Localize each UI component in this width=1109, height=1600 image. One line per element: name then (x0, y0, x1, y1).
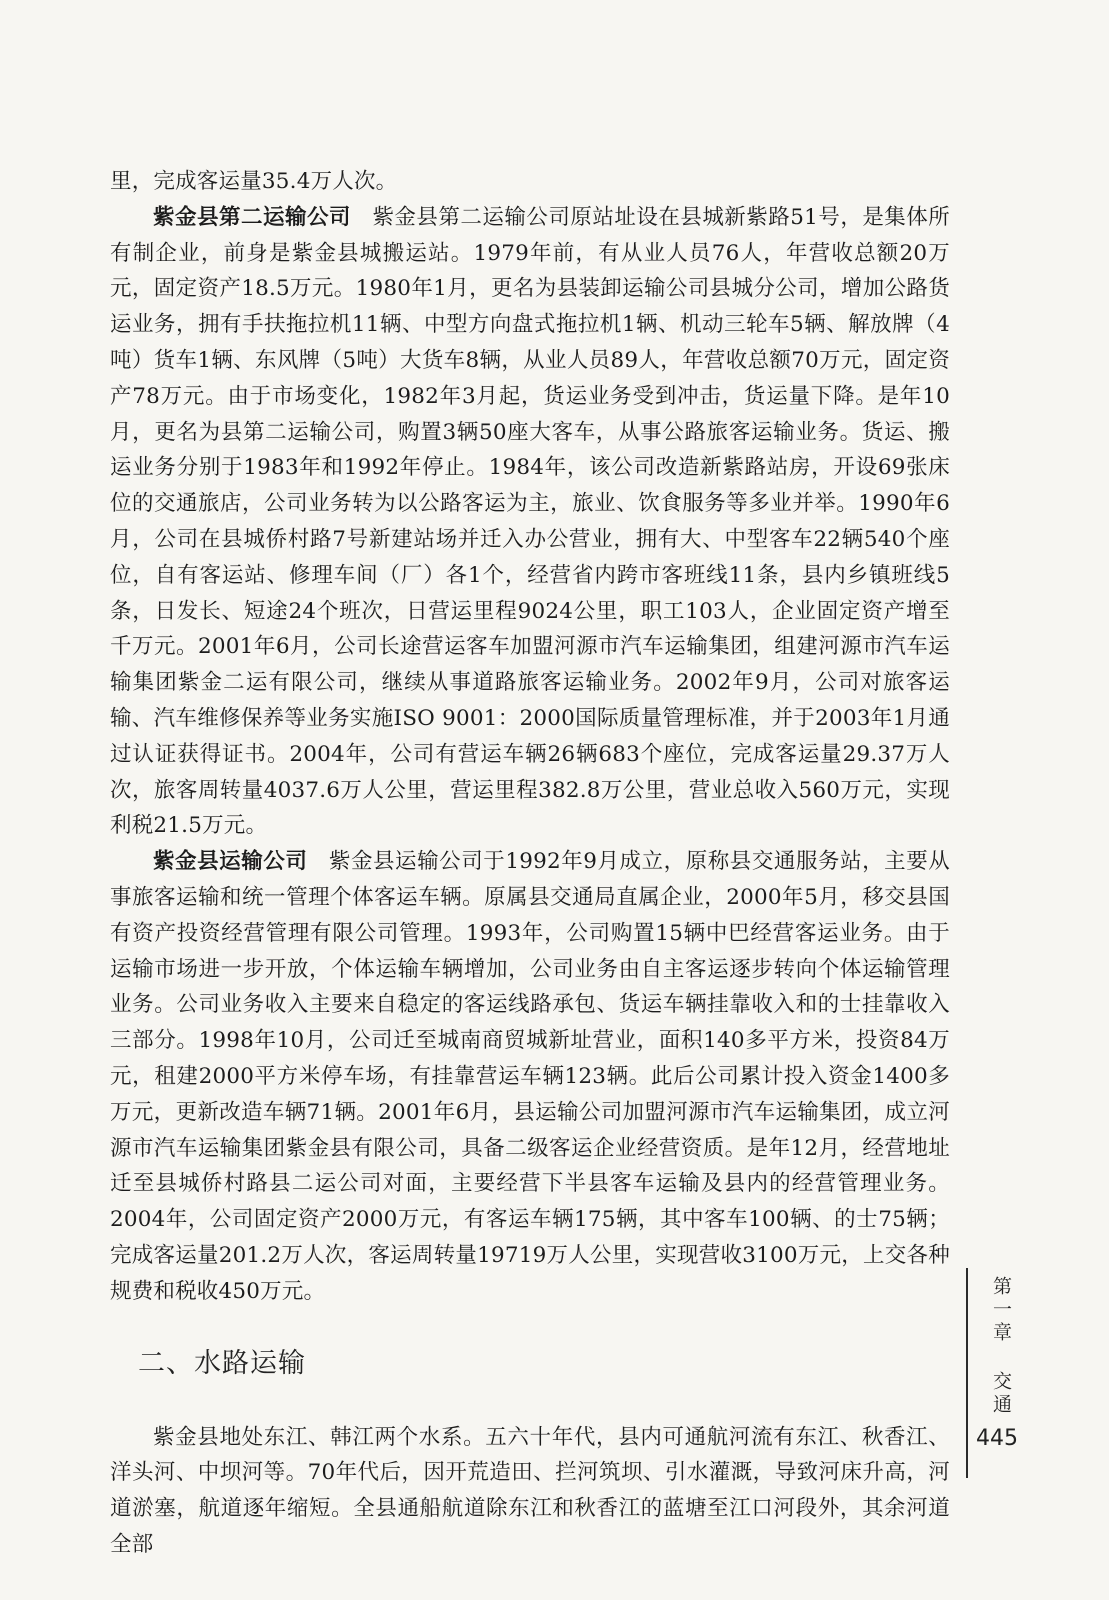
entry-text-second-transport-company: 紫金县第二运输公司原站址设在县城新紫路51号，是集体所有制企业，前身是紫金县城搬运站。1979年前，有从业人员76人，年营收总额20万元，固定资产18.5万元。1980年1月，更名为县装卸运输公司县城分公司，增加公路货运业务，拥有手扶拖拉机11辆、中型方向盘式拖拉机1辆、机动三轮车5辆、解放牌（4吨）货车1辆、东风牌（5吨）大货车8辆，从业人员89人，年营收总额70万元，固定资产78万元。由于市场变化，1982年3月起，货运业务受到冲击，货运量下降。是年10月，更名为县第二运输公司，购置3辆50座大客车，从事公路旅客运输业务。货运、搬运业务分别于1983年和1992年停止。1984年，该公司改造新紫路站房，开设69张床位的交通旅店，公司业务转为以公路客运为主，旅业、饮食服务等多业并举。1990年6月，公司在县城侨村路7号新建站场并迁入办公营业，拥有大、中型客车22辆540个座位，自有客运站、修理车间（厂）各1个，经营省内跨市客班线11条，县内乡镇班线5条，日发长、短途24个班次，日营运里程9024公里，职工103人，企业固定资产增至千万元。2001年6月，公司长途营运客车加盟河源市汽车运输集团，组建河源市汽车运输集团紫金二运有限公司，继续从事道路旅客运输业务。2002年9月，公司对旅客运输、汽车维修保养等业务实施ISO 9001：2000国际质量管理标准，并于2003年1月通过认证获得证书。2004年，公司有营运车辆26辆683个座位，完成客运量29.37万人次，旅客周转量4037.6万人公里，营运里程382.8万公里，营业总收入560万元，实现利税21.5万元。 (110, 204, 950, 839)
paragraph-water-transport: 紫金县地处东江、韩江两个水系。五六十年代，县内可通航河流有东江、秋香江、洋头河、中坝河等。70年代后，因开荒造田、拦河筑坝、引水灌溉，导致河床升高，河道淤塞，航道逐年缩短。全县通船航道除东江和秋香江的蓝塘至江口河段外，其余河道全部 (110, 1424, 950, 1557)
paragraph-second-transport-company (110, 200, 950, 844)
margin-rule (966, 1268, 968, 1478)
page-body (110, 164, 950, 1563)
entry-text-transport-company: 紫金县运输公司于1992年9月成立，原称县交通服务站，主要从事旅客运输和统一管理个体客运车辆。原属县交通局直属企业，2000年5月，移交县国有资产投资经营管理有限公司管理。1993年，公司购置15辆中巴经营客运业务。由于运输市场进一步开放，个体运输车辆增加，公司业务由自主客运逐步转向个体运输管理业务。公司业务收入主要来自稳定的客运线路承包、货运车辆挂靠收入和的士挂靠收入三部分。1998年10月，公司迁至城南商贸城新址营业，面积140多平方米，投资84万元，租建2000平方米停车场，有挂靠营运车辆123辆。此后公司累计投入资金1400多万元，更新改造车辆71辆。2001年6月，县运输公司加盟河源市汽车运输集团，成立河源市汽车运输集团紫金县有限公司，具备二级客运企业经营资质。是年12月，经营地址迁至县城侨村路县二运公司对面，主要经营下半县客车运输及县内的经营管理业务。2004年，公司固定资产2000万元，有客运车辆175辆，其中客车100辆、的士75辆；完成客运量201.2万人次，客运周转量19719万人公里，实现营收3100万元，上交各种规费和税收450万元。 (110, 849, 950, 1304)
entry-title-transport-company: 紫金县运输公司 (153, 849, 308, 875)
chapter-name: 交通 (990, 1371, 1012, 1417)
paragraph-continuation: 里，完成客运量35.4万人次。 (110, 169, 398, 194)
paragraph-transport-company (110, 844, 950, 1309)
chapter-label: 第一章 (990, 1275, 1012, 1345)
page-number: 445 (976, 1426, 1018, 1451)
entry-title-second-transport-company: 紫金县第二运输公司 (153, 204, 351, 230)
section-heading-water-transport: 二、水路运输 (138, 1347, 306, 1379)
